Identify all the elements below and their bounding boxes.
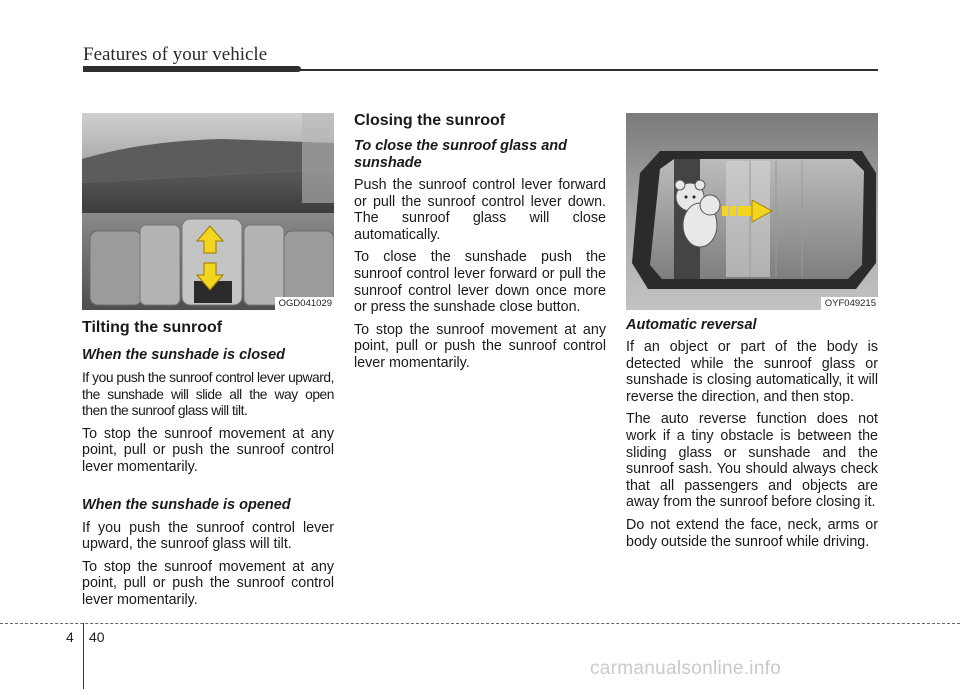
paragraph: Push the sunroof control lever forward or pull the sunroof control lever down. The sunroof glass will close automatically. (354, 177, 606, 243)
paragraph: If you push the sunroof control lever upward, the sunshade will slide all the way open then the sunroof glass will tilt. (82, 370, 335, 419)
subsection-sunshade-opened: When the sunshade is opened (82, 496, 291, 513)
footer-rule (0, 623, 960, 624)
paragraph: The auto reverse function does not work if a tiny obstacle is between the sliding glass or sunshade and the sunroof sash. You should always check that all passengers and objects are away from the sunroof before closing it. (626, 411, 878, 511)
paragraph: To close the sunshade push the sunroof control lever forward or pull the sunroof control lever down once more or press the sunshade close button. (354, 249, 606, 316)
subsection-automatic-reversal: Automatic reversal (626, 317, 757, 333)
paragraph: If you push the sunroof control lever upward, the sunroof glass will tilt. (82, 519, 334, 553)
paragraph: If an object or part of the body is detected while the sunroof glass or sunshade is closing automatically, it will reverse the direction, and then stop. (626, 339, 878, 405)
page-header-title: Features of your vehicle (83, 44, 268, 65)
subsection-close-glass: To close the sunroof glass and sunshade (354, 138, 567, 171)
paragraph: To stop the sunroof movement at any point, pull or push the sunroof control lever momentarily. (354, 321, 606, 371)
image-code: OYF049215 (821, 297, 878, 310)
paragraph: Do not extend the face, neck, arms or body outside the sunroof while driving. (626, 516, 878, 550)
footer-divider (83, 623, 84, 689)
header-rule (83, 66, 301, 72)
image-code: OGD041029 (275, 297, 334, 310)
auto-reverse-illustration (626, 113, 878, 310)
subsection-sunshade-closed: When the sunshade is closed (82, 347, 286, 363)
section-title-tilting: Tilting the sunroof (82, 319, 223, 336)
page-number: 40 (89, 629, 105, 645)
sunroof-control-photo (82, 113, 334, 310)
chapter-number: 4 (66, 629, 74, 645)
section-title-closing: Closing the sunroof (354, 112, 506, 129)
paragraph: To stop the sunroof movement at any point, pull or push the sunroof control lever momentarily. (82, 558, 334, 608)
overhead-console-illustration (82, 113, 334, 310)
watermark: carmanualsonline.info (590, 658, 782, 679)
left-column (82, 113, 334, 609)
right-column (626, 113, 878, 550)
header-rule-thin (300, 69, 878, 71)
sunroof-opening-illustration (626, 113, 878, 310)
paragraph: To stop the sunroof movement at any point, pull or push the sunroof control lever momentarily. (82, 425, 334, 475)
middle-column (354, 111, 606, 372)
